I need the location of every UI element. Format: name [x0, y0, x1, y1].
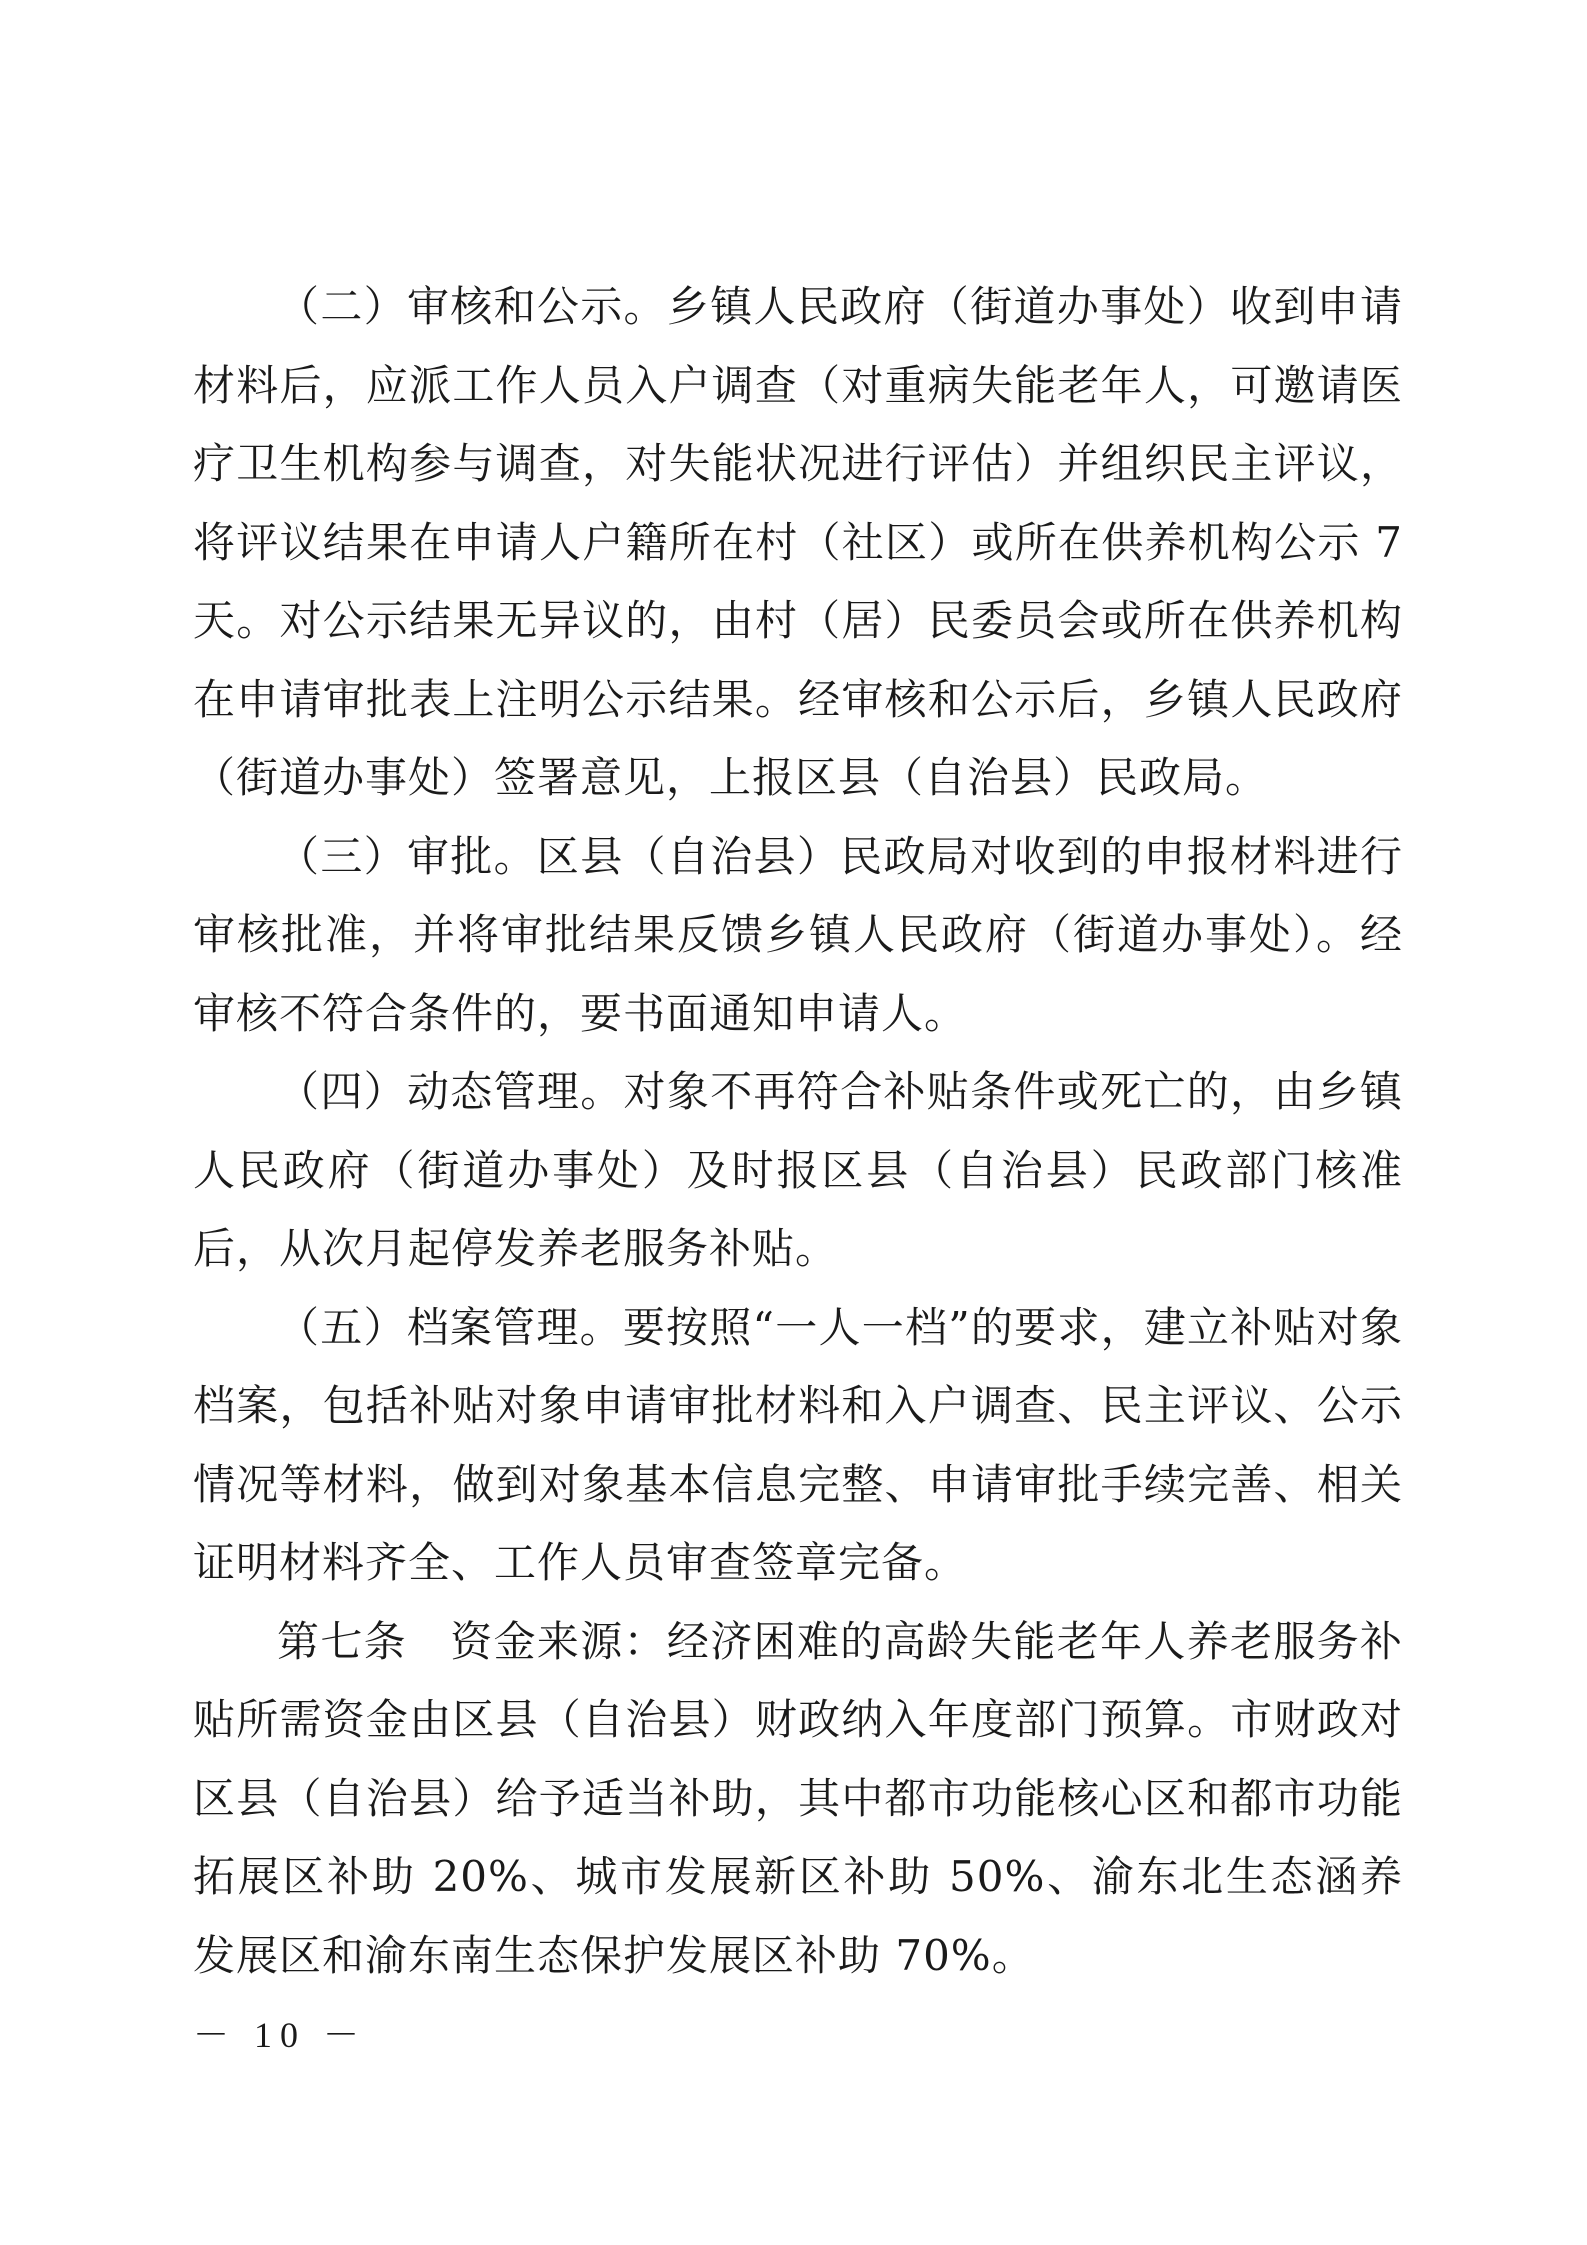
paragraph-article-seven — [193, 1603, 1403, 1996]
paragraph-text: （三）审批。区县（自治县）民政局对收到的申报材料进行审核批准，并将审批结果反馈乡镇人民政府（街道办事处）。经审核不符合条件的，要书面通知申请人。 — [193, 831, 1403, 1038]
paragraph-text: （五）档案管理。要按照“一人一档”的要求，建立补贴对象档案，包括补贴对象申请审批材料和入户调查、民主评议、公示情况等材料，做到对象基本信息完整、申请审批手续完善、相关证明材料齐全、工作人员审查签章完备。 — [193, 1302, 1403, 1587]
paragraph-dynamic-management — [193, 1053, 1403, 1289]
paragraph-text: （四）动态管理。对象不再符合补贴条件或死亡的，由乡镇人民政府（街道办事处）及时报区县（自治县）民政部门核准后，从次月起停发养老服务补贴。 — [193, 1067, 1403, 1273]
document-body — [193, 268, 1403, 1995]
paragraph-approval — [193, 818, 1403, 1054]
paragraph-archive-management — [193, 1289, 1403, 1603]
paragraph-review-and-publicity — [193, 268, 1403, 818]
paragraph-text: 资金来源：经济困难的高龄失能老年人养老服务补贴所需资金由区县（自治县）财政纳入年度部门预算。市财政对区县（自治县）给予适当补助，其中都市功能核心区和都市功能拓展区补助 20%、城市发展新区补助 50%、渝东北生态涵养发展区和渝东南生态保护发展区补助 70%。 — [193, 1616, 1403, 1980]
page-number: － 10 － — [193, 2015, 368, 2055]
paragraph-text: （二）审核和公示。乡镇人民政府（街道办事处）收到申请材料后，应派工作人员入户调查（对重病失能老年人，可邀请医疗卫生机构参与调查，对失能状况进行评估）并组织民主评议，将评议结果在申请人户籍所在村（社区）或所在供养机构公示 7 天。对公示结果无异议的，由村（居）民委员会或所在供养机构在申请审批表上注明公示结果。经审核和公示后，乡镇人民政府（街道办事处）签署意见，上报区县（自治县）民政局。 — [193, 282, 1403, 802]
article-number: 第七条 — [277, 1616, 451, 1666]
